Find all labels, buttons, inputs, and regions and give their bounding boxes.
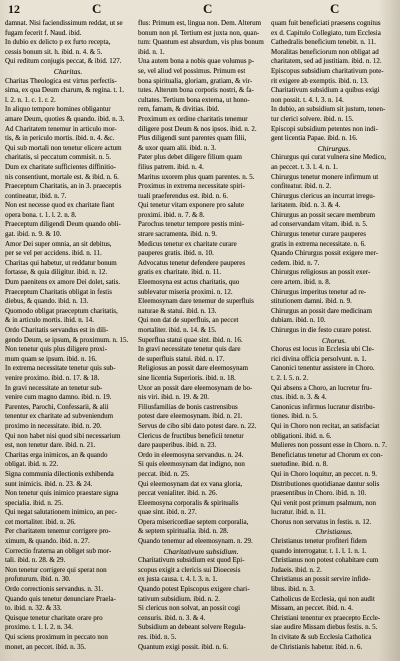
text-line: Quomodo obligat praeceptum charitatis, — [5, 306, 118, 315]
text-line: Si quis eleemosynam dat indigno, non — [138, 460, 245, 469]
entry-heading: Chorus. — [321, 335, 347, 345]
text-line: Chirurgus in die festo curare potest. — [271, 326, 372, 334]
text-line: rici divina officia persolvunt. n. 1. — [271, 354, 367, 363]
text-line: Charitas erga inimicos, an & quando — [5, 450, 108, 459]
text-line: cessis bonum sit. h. ibid. n. 4. & 5. — [5, 47, 103, 56]
text-line: monet, an peccet. ibid. n. 35. — [5, 642, 86, 651]
text-line: Christianus an possit servire infide- — [271, 575, 371, 584]
text-line: Qui eleemosynam dat ex vana gloria, — [138, 479, 243, 488]
text-line: Chirurgus imperitus tenetur ad re- — [271, 287, 367, 296]
text-line: Signa communia dilectionis exhibenda — [5, 469, 114, 478]
text-line: sunt inimicis. ibid. n. 23. & 24. — [5, 479, 93, 488]
text-line: tur clerici solvere. ibid. n. 15. — [271, 114, 354, 123]
text-line: potest dare eleemosynam. ibid. n. 21. — [138, 412, 243, 421]
text-line: fortasse, & quia diligitur. ibid. n. 12. — [5, 268, 108, 277]
text-line: Qui venit post primum psalmum, non — [271, 498, 376, 507]
text-line: Praeceptum diligendi Deum quando obli- — [5, 220, 121, 229]
text-line: Plus diligendi sunt parentes quam filii, — [138, 134, 247, 143]
text-line: de superfluis statui. ibid. n. 17. — [138, 354, 225, 363]
text-line: to. ibid. n. 32. & 33. — [5, 604, 62, 613]
text-line: Parentes, Parochi, Confessarii, & alii — [5, 402, 109, 411]
text-line: bonum non pl. Tertium est juxta non, quan- — [138, 28, 260, 37]
text-line: Non tenetur quis inimico praestare signa — [5, 489, 119, 498]
text-line: flus: Primum est, lingua non. Dem. Alterum — [138, 19, 262, 27]
text-line: libus. ibid. n. 3. — [271, 585, 315, 594]
text-line: Charitativum subsidium est quod Epi- — [138, 556, 245, 565]
text-line: stitutionem damni. ibid. n. 9. — [271, 297, 352, 306]
text-line: Pater plus debet diligere filium quam — [138, 153, 243, 162]
text-line: Non tenetur quis plus diligere proxi- — [5, 345, 108, 354]
running-head-right: C — [330, 1, 340, 16]
text-line: siae audire Missam diebus festis. n. 5. — [271, 623, 378, 632]
text-line: Ordo in eleemosyna servandus. n. 24. — [138, 450, 244, 459]
text-line: charitatem, sed ad justitiam. ibid. n. 12. — [271, 57, 382, 66]
entry-heading: Charitas. — [53, 66, 83, 76]
text-line: dubiam. ibid. n. 10. — [271, 316, 326, 325]
text-line: Catholicus de Ecclesia, qui non audit — [271, 594, 375, 603]
text-line: Non est necesse quod ex charitate fiant — [5, 201, 115, 210]
text-line: diebus, & quando. ibid. n. 13. — [5, 297, 89, 306]
text-line: Maritus uxorem plus quam parentes. n. 5. — [138, 172, 255, 181]
text-line: Qui in Choro non recitat, an satisfaciat — [271, 421, 380, 430]
text-line: Qui absens a Choro, an lucretur fru- — [271, 383, 372, 392]
text-line: Chirurgus an possit secare membrum — [271, 210, 376, 219]
text-line: Ordo correctionis servandus. n. 31. — [5, 585, 104, 594]
text-line: Missam, an peccet. ibid. n. 4. — [271, 604, 354, 613]
running-head-center: C — [203, 1, 213, 16]
entry-heading: Chirurgus. — [317, 143, 351, 153]
text-line: tis, & in periculo mortis. ibid. n. 4. &c. — [5, 134, 115, 143]
text-line: Chirurgus tenetur curare pauperes — [271, 230, 366, 239]
text-line: diligere post Deum & nos ipsos. ibid. n. 2. — [138, 124, 257, 133]
text-line: lucratur. ibid. n. 11. — [271, 508, 326, 517]
text-line: Ordo Charitatis servandus est in dili- — [5, 326, 109, 334]
text-line: mum quam se ipsum. ibid. n. 16. — [5, 354, 97, 363]
running-head-left: C — [92, 1, 102, 16]
text-line: Si clericus non solvat, an possit cogi — [138, 604, 241, 613]
text-line: Christianus non potest cohabitare cum — [271, 556, 379, 565]
text-line: Dum ex charitate sufficientes diffinitio- — [5, 162, 116, 171]
text-line: obligationi. ibid. n. 6. — [271, 431, 332, 440]
text-line: ad conservandam vitam. ibid. n. 5. — [271, 220, 368, 229]
text-column-3 — [271, 19, 397, 655]
text-line: Proximus in extrema necessitate spiri- — [138, 182, 245, 191]
text-line: proximi. ibid. n. 7. & 8. — [138, 210, 205, 219]
text-line: In gravi necessitate tenetur quis dare — [138, 345, 241, 354]
text-line: In extrema necessitate tenetur quis sub- — [5, 364, 116, 373]
text-line: obligat. ibid. n. 22. — [5, 460, 59, 469]
text-line: Filiusfamilias de bonis castrensibus — [138, 402, 238, 411]
text-line: Amor Dei super omnia, an sit debitus, — [5, 239, 112, 248]
text-line: Advocatus tenetur defendere pauperes — [138, 258, 246, 267]
text-line: confiteatur. ibid. n. 2. — [271, 182, 332, 191]
text-line: quando interrogatur. t. 1. l. 1. n. 1. — [271, 546, 367, 555]
text-line: Distributiones quotidianae dantur solis — [271, 479, 380, 488]
text-line: Eleemosynam dare tenemur de superfluis — [138, 297, 254, 306]
text-line: & uxor quam alii. ibid. n. 3. — [138, 143, 217, 152]
text-line: charitatis, si peccatum commisit. n. 5. — [5, 153, 111, 162]
text-line: per se vel per accidens. ibid. n. 11. — [5, 249, 102, 258]
text-line: Qui sub mortali non tenetur elicere actum — [5, 143, 122, 152]
text-line: cere artem. ibid. n. 8. — [271, 278, 331, 287]
text-line: praesentibus in Choro. ibid. n. 10. — [271, 489, 367, 498]
text-line: proximo in necessitate. ibid. n. 20. — [5, 421, 102, 430]
text-line: sima, ex qua Deum charum, & regina. t. 1. — [5, 86, 125, 95]
text-line: bona spiritualia, gloriam, gratiam, & vir- — [138, 76, 253, 85]
text-line: sublevatur miseria proximi. n. 12. — [138, 287, 233, 296]
text-line: venire cum magno damno. ibid. n. 19. — [5, 393, 112, 402]
text-line: Episcopi subsidium petentes non indi- — [271, 124, 378, 133]
text-line: Chorus non servatus in festis. n. 12. — [271, 517, 372, 526]
text-line: & in articulo mortis. ibid. n. 14. — [5, 316, 95, 325]
text-line: Episcopus subsidium charitativum pote- — [271, 66, 384, 75]
text-line: Parochus tenetur tempore pestis mini- — [138, 220, 245, 229]
text-line: Christiani tenentur ex praecepto Eccle- — [271, 613, 381, 622]
text-line: venire proximo. ibid. n. 17. & 18. — [5, 373, 100, 382]
text-line: Chorus est locus in Ecclesia ubi Cle- — [271, 345, 375, 354]
text-line: Charitas qui habetur, ut reddatur bonum — [5, 258, 117, 267]
text-line: rit exigere ab exemptis. ibid. n. 13. — [271, 76, 369, 85]
text-line: strare sacramenta. ibid. n. 9. — [138, 230, 217, 239]
text-line: Ad Charitatem tenemur in articulo mor- — [5, 124, 117, 133]
entry-heading: Charitativum subsidium. — [163, 546, 239, 556]
text-line: tativum subsidium. ibid. n. 2. — [138, 594, 221, 603]
text-line: Uxor an possit dare eleemosynam de bo- — [138, 383, 253, 392]
text-line: Charitativum subsidium a quibus exigi — [271, 86, 380, 95]
text-line: nis consentiunt, mortale est. & ibid. n. 6. — [5, 172, 119, 181]
text-line: censuris. ibid. n. 3. & 4. — [138, 613, 206, 622]
text-line: Praeceptum Charitatis obligat in festis — [5, 287, 112, 296]
text-line: Mulieres non possunt esse in Choro. n. 7. — [271, 441, 387, 450]
text-line: Chirurgus religiosus an possit exer- — [271, 268, 371, 277]
text-line: Canonicus infirmus lucratur distribu- — [271, 402, 376, 411]
text-line: gent licentia Papae. ibid. n. 16. — [271, 134, 358, 143]
text-line: gratis ex charitate. ibid. n. 11. — [138, 268, 222, 277]
text-line: ximum, & quando. ibid. n. 27. — [5, 537, 90, 546]
text-line: proximo. t. 1. l. 2. n. 34. — [5, 623, 73, 632]
text-line: t. 2. l. 5. n. 2. — [271, 373, 309, 382]
text-line: Qui non dat de superfluis, an peccet — [138, 316, 239, 325]
text-line: ex d. Capitulo Collegiato, tum Ecclesia — [271, 28, 381, 37]
text-line: laritatem. ibid. n. 3. & 4. — [271, 201, 341, 210]
text-line: Servus de cibo sibi dato potest dare. n. 22. — [138, 421, 257, 430]
text-line: Non tenetur corrigere qui sperat non — [5, 565, 107, 574]
text-line: Chirurgus an possit dare medicinam — [271, 306, 372, 315]
text-line: suetudine. ibid. n. 8. — [271, 460, 328, 469]
text-line: damnat. Nisi faciendissimum reddat, ut se — [5, 19, 123, 27]
text-line: Cathedralis beneficium tenebit. n. 11. — [271, 38, 376, 47]
text-line: opera bona. t. 1. l. 2. n. 8. — [5, 210, 77, 219]
text-line: cultates. Tertium bona externa, ut hono- — [138, 95, 250, 104]
text-line: se, vel aliud vel possimus. Primum est — [138, 66, 246, 75]
text-line: Christianus tenetur profiteri fidem — [271, 537, 367, 546]
text-line: Qui sciens proximum in peccato non — [5, 633, 108, 641]
text-line: In civitate & sub Ecclesia Catholica — [271, 633, 372, 641]
text-line: de Christianis habetur. ibid. n. 6. — [271, 642, 363, 651]
text-line: Judaeis. ibid. n. 2. — [271, 565, 322, 574]
text-line: res. ibid. n. 5. — [138, 633, 177, 641]
text-line: Beneficiatus tenetur ad Chorum ex con- — [271, 450, 383, 459]
text-line: tali. ibid. n. 28. & 29. — [5, 556, 66, 565]
text-line: tuali praeferendus est. ibid. n. 6. — [138, 191, 229, 200]
text-line: gat. ibid. n. 9. & 10. — [5, 230, 62, 239]
text-line: tiones. ibid. n. 5. — [271, 412, 318, 421]
text-line: Medicus tenetur ex charitate curare — [138, 239, 237, 248]
text-line: In dubio ex delicto p ex furto recepta, — [5, 38, 111, 47]
text-line: amare Deum, quoties & quando. ibid. n. 3. — [5, 114, 125, 123]
text-line: Dum paenitens ex amore Dei dolet, satis. — [5, 278, 121, 287]
text-line: Qui reditum conjugis peccat, & ibid. 127. — [5, 57, 122, 66]
text-column-2 — [138, 19, 264, 655]
text-line: tenentur ex charitate ad subveniendum — [5, 412, 114, 421]
text-line: profuturum. ibid. n. 30. — [5, 575, 71, 584]
text-line: Per charitatem tenemur corrigere pro- — [5, 527, 111, 536]
text-line: ex justa causa. t. 4. l. 3. n. 1. — [138, 575, 218, 584]
entry-heading: Christianus. — [315, 527, 353, 537]
text-line: tutes. Alterum bona corporis nostri, & fa- — [138, 86, 254, 95]
text-line: mortaliter. ibid. n. 14. & 15. — [138, 326, 217, 334]
text-line: Qui non habet nisi quod sibi necessarium — [5, 431, 121, 440]
text-line: Quantum exigi possit. ibid. n. 6. — [138, 642, 229, 651]
text-line: Clericus de fructibus beneficii tenetur — [138, 431, 244, 440]
text-line: Quando tenemur ad eleemosynam. n. 29. — [138, 537, 253, 546]
text-line: Correctio fraterna an obliget sub mor- — [5, 546, 112, 555]
text-line: In aliquo tempore homines obligantur — [5, 105, 111, 114]
text-line: Subsidium an debeant solvere Regula- — [138, 623, 246, 632]
text-line: naturae & statui. ibid. n. 13. — [138, 306, 217, 315]
text-line: Eleemosyna corporalis & spiritualis — [138, 498, 239, 507]
text-line: contineatur, ibid. n. 7. — [5, 191, 67, 200]
text-line: Moralitas beneficiorum non obligat ad — [271, 47, 379, 56]
text-line: ctus. ibid. n. 3. & 4. — [271, 393, 327, 402]
text-line: Quisque tenetur charitate orare pro — [5, 613, 103, 622]
text-line: Eleemosyna est actus charitatis, quo — [138, 278, 240, 287]
text-line: ibid. n. 1. — [138, 47, 165, 56]
text-line: peccat. ibid. n. 25. — [138, 469, 190, 478]
page-number: 12 — [8, 2, 20, 16]
text-line: scopus exigit a clericis sui Dioecesis — [138, 565, 241, 574]
text-line: nis viri. ibid. n. 19. & 20. — [138, 393, 209, 402]
text-line: Chirurgus clericus an incurrat irregu- — [271, 191, 376, 200]
text-line: est, non tenetur dare. ibid. n. 21. — [5, 441, 96, 450]
text-line: peccat venialiter. ibid. n. 26. — [138, 489, 218, 498]
text-line: In gravi necessitate an tenetur sub- — [5, 383, 103, 392]
text-line: Praeceptum Charitatis, an in 3. praeceptis — [5, 182, 122, 191]
text-line: quam fuit beneficiati praesens cognitus — [271, 19, 381, 27]
text-line: l. 2. n. 1. c. 1. r. 2. — [5, 95, 56, 104]
text-line: cet mortaliter. ibid. n. 26. — [5, 517, 76, 526]
text-line: Quando quis tenetur denunciare Praela- — [5, 594, 116, 603]
text-column-1 — [5, 19, 131, 655]
text-line: Qui negat salutationem inimico, an pec- — [5, 508, 117, 517]
text-line: Qui tenetur vitam exponere pro salute — [138, 201, 244, 210]
text-line: tum: Quantum est absurdum, vis plus bonum — [138, 38, 264, 47]
text-line: Charitas Theologica est virtus perfectis- — [5, 76, 117, 85]
text-line: Opera misericordiae septem corporalia, — [138, 517, 249, 526]
text-line: Chirurgus qui curat vulnera sine Medico, — [271, 153, 386, 162]
text-line: sine licentia Superioris. ibid. n. 18. — [138, 373, 236, 382]
text-line: Superflua statui quae sint. ibid. n. 16. — [138, 335, 243, 344]
text-line: Religiosus an possit dare eleemosynam — [138, 364, 249, 373]
text-line: & septem spiritualia. ibid. n. 28. — [138, 527, 229, 536]
text-line: pauperes gratis. ibid. n. 10. — [138, 249, 214, 258]
text-line: dare pauperibus. ibid. n. 23. — [138, 441, 217, 450]
text-line: specialia. ibid. n. 25. — [5, 498, 64, 507]
text-line: filius patrem. ibid. n. 4. — [138, 162, 204, 171]
text-line: fugam fecerit f. Naud. ibid. — [5, 28, 82, 37]
text-line: quae sint. ibid. n. 27. — [138, 508, 197, 517]
text-line: gratis in extrema necessitate. n. 6. — [271, 239, 366, 248]
text-line: Quando Chirurgus possit exigere mer- — [271, 249, 379, 258]
text-line: Quando potest Episcopus exigere chari- — [138, 585, 250, 594]
text-line: In dubio, an subsidium sit justum, tenen- — [271, 105, 386, 114]
text-line: Chirurgus tenetur monere infirmum ut — [271, 172, 379, 181]
text-line: Proximum ex ordine charitatis tenemur — [138, 114, 248, 123]
text-line: an peccet. t. 3. l. 4. n. 1. — [271, 162, 338, 171]
text-line: non possit. t. 4. l. 3. n. 14. — [271, 95, 344, 104]
text-line: Una autem bona a nobis quae volumus p- — [138, 57, 255, 66]
text-line: gendo Deum, se ipsum, & proximum. n. 15. — [5, 335, 129, 344]
text-line: cedem. ibid. n. 7. — [271, 258, 320, 267]
text-line: rem, famam, & divitias. ibid. — [138, 105, 220, 114]
text-line: Canonici tenentur assistere in Choro. — [271, 364, 375, 373]
text-line: Qui in Choro loquitur, an peccet. n. 9. — [271, 469, 378, 478]
